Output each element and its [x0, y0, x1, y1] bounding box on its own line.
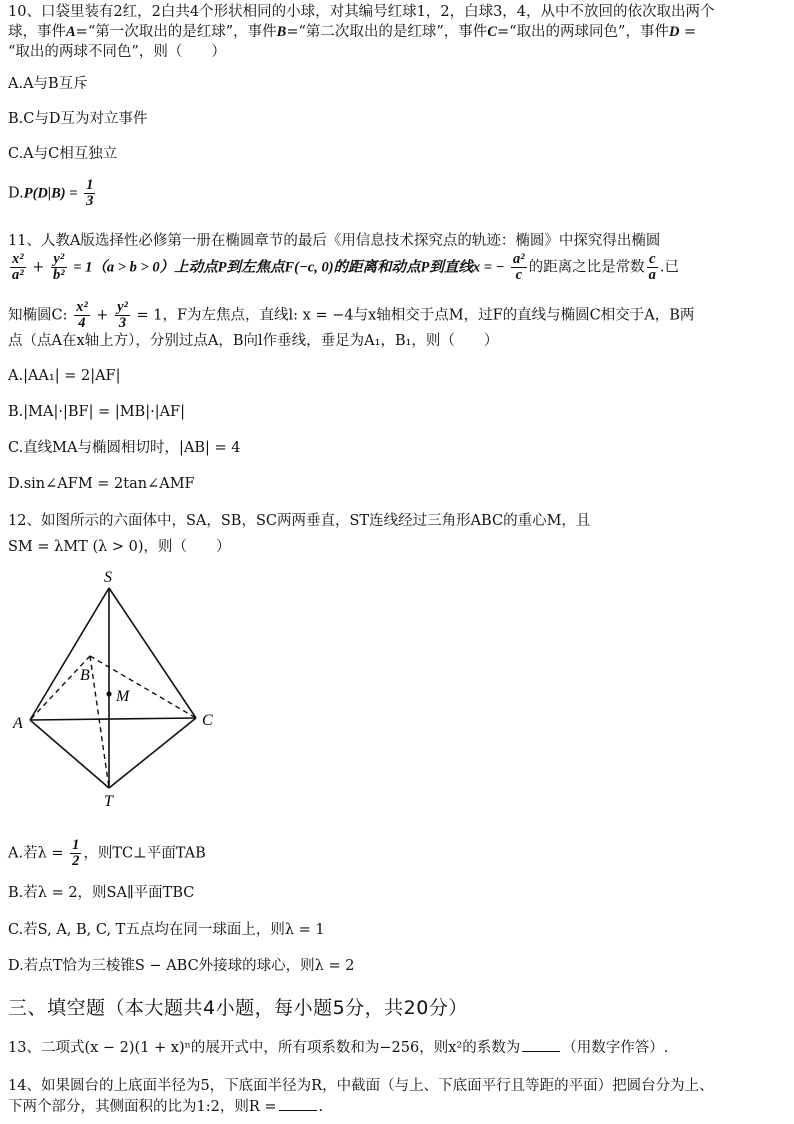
q10-line3: “取出的两球不同色”，则（ ）	[8, 44, 226, 60]
q13-line: 13、二项式(x − 2)(1 + x)ⁿ的展开式中，所有项系数和为−256，则x²的系数为 （用数字作答）.	[8, 1040, 669, 1056]
q12-option-a: A.若λ = $\frac{1}{2}$ ，则TC⊥平面TAB	[8, 837, 206, 869]
q11-option-b: B.|MA|·|BF| = |MB|·|AF|	[8, 404, 186, 420]
q12-option-b: B.若λ = 2，则SA∥平面TBC	[8, 885, 195, 901]
answer-blank-q14	[279, 1098, 317, 1111]
q14-line2: 下两个部分，其侧面积的比为1:2，则R = .	[8, 1099, 324, 1115]
figure-label-s: S	[104, 569, 112, 586]
answer-blank-q13	[522, 1039, 560, 1052]
q14-line1: 14、如果圆台的上底面半径为5，下底面半径为R，中截面（与上、下底面平行且等距的平面）把圆台分为上、	[8, 1078, 714, 1094]
q12-line2: SM = λMT (λ > 0)，则（ ）	[8, 539, 231, 555]
q10-option-d: D.P(D|B) = $\frac{1}{3}$	[8, 177, 94, 209]
q11-line3: 知椭圆C: $\frac{\text{x²}}{4}$ + $\frac{\text{y²}}{3}$ = 1，F为左焦点，直线l: x = −4与x轴相交于点M，过F的直线与椭圆C相交于A，B两	[8, 299, 695, 331]
figure-label-b: B	[80, 667, 90, 684]
q10-line2: 球，事件A=“第一次取出的是红球”，事件B=“第二次取出的是红球”，事件C=“取出的两球同色”，事件D =	[8, 24, 697, 40]
q10-option-a: A.A与B互斥	[8, 76, 88, 92]
q11-option-d: D.sin∠AFM = 2tan∠AMF	[8, 476, 195, 492]
q11-option-c: C.直线MA与椭圆相切时，|AB| = 4	[8, 440, 241, 456]
figure-label-c: C	[202, 712, 213, 729]
q10-line1: 10、口袋里装有2红，2白共4个形状相同的小球，对其编号红球1，2，白球3，4，从中不放回的依次取出两个	[8, 4, 715, 20]
figure-label-a: A	[13, 715, 23, 732]
section-heading: 三、填空题（本大题共4小题，每小题5分，共20分）	[8, 997, 468, 1019]
q10-option-b: B.C与D互为对立事件	[8, 111, 148, 127]
q10-option-c: C.A与C相互独立	[8, 146, 118, 162]
q12-line1: 12、如图所示的六面体中，SA，SB，SC两两垂直，ST连线经过三角形ABC的重心M，且	[8, 513, 591, 529]
q11-line1: 11、人教A版选择性必修第一册在椭圆章节的最后《用信息技术探究点的轨迹：椭圆》中探究得出椭圆	[8, 233, 661, 249]
q12-option-d: D.若点T恰为三棱锥S − ABC外接球的球心，则λ = 2	[8, 958, 355, 974]
q11-option-a: A.|AA₁| = 2|AF|	[8, 368, 121, 384]
figure-label-t: T	[104, 793, 113, 810]
q12-option-c: C.若S, A, B, C, T五点均在同一球面上，则λ = 1	[8, 922, 325, 938]
q11-line4: 点（点A在x轴上方），分别过点A，B向l作垂线，垂足为A₁，B₁，则（ ）	[8, 333, 499, 349]
figure-label-m: M	[116, 688, 130, 705]
hexahedron-figure	[10, 568, 232, 813]
q11-line2: $\frac{\text{x²}}{\text{a²}}$ + $\frac{\text{y²}}{\text{b²}}$ = 1（a > b > 0）上动点P到左焦点F(−c, 0)的距离和动点P到直线x = − $\frac{\text{a²}}{c}$ 的距离之比是常数 $\frac{c}{a}$ .已	[12, 251, 680, 283]
